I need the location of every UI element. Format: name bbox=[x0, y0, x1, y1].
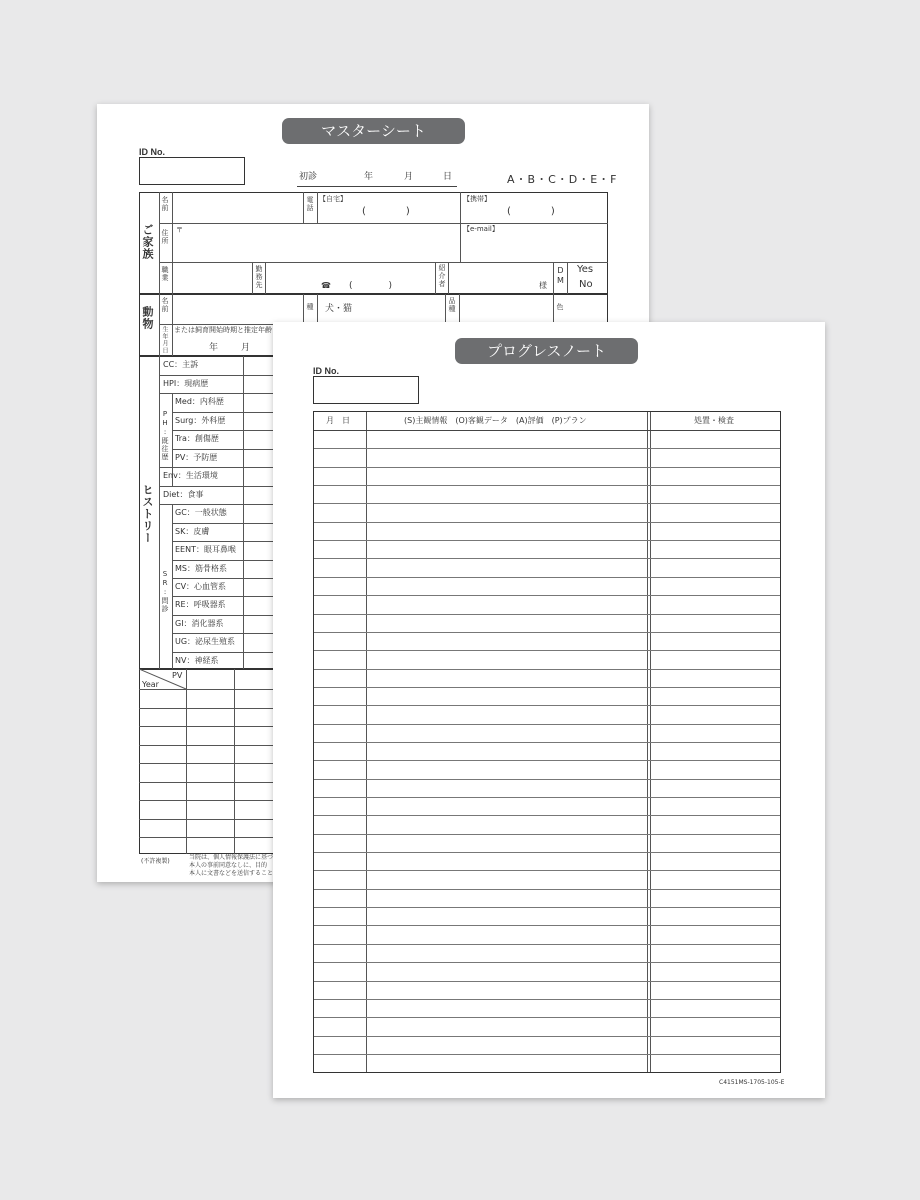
phone-label: 電話 bbox=[306, 196, 314, 212]
no-option[interactable]: No bbox=[579, 279, 593, 290]
progress-row[interactable] bbox=[314, 430, 780, 431]
progress-row[interactable] bbox=[314, 540, 780, 541]
progress-row[interactable] bbox=[314, 852, 780, 853]
privacy-note-3: 本人に文書などを送信すること bbox=[189, 870, 274, 877]
progress-row[interactable] bbox=[314, 944, 780, 945]
tel-icon: ☎ bbox=[321, 281, 331, 290]
privacy-note-1: 当院は、個人情報保護法に基づ bbox=[189, 854, 274, 861]
progress-row[interactable] bbox=[314, 870, 780, 871]
pet-name-label: 名前 bbox=[161, 297, 169, 313]
referrer-label: 紹介者 bbox=[438, 264, 446, 288]
progress-row[interactable] bbox=[314, 742, 780, 743]
email-label: 【e-mail】 bbox=[463, 225, 499, 233]
history-item: NV：神経系 bbox=[175, 656, 219, 665]
history-item: EENT：眼耳鼻喉 bbox=[175, 545, 236, 554]
history-item: Diet：食事 bbox=[163, 490, 204, 499]
home-phone-paren: ( ) bbox=[362, 206, 410, 217]
history-item: PV：予防歴 bbox=[175, 453, 218, 462]
id-field[interactable] bbox=[139, 157, 245, 185]
progress-row[interactable] bbox=[314, 687, 780, 688]
work-phone-paren: ( ) bbox=[349, 281, 393, 291]
form-code: C4151MS-1705-105-E bbox=[719, 1079, 785, 1086]
progress-row[interactable] bbox=[314, 503, 780, 504]
history-item: Env：生活環境 bbox=[163, 471, 218, 480]
year-col-label: Year bbox=[142, 680, 159, 689]
home-phone-label: 【自宅】 bbox=[319, 195, 347, 203]
date-underline bbox=[297, 186, 457, 187]
privacy-note-2: 本人の事前同意なしに、目的 bbox=[189, 862, 268, 869]
progress-row[interactable] bbox=[314, 577, 780, 578]
master-title: マスターシート bbox=[282, 118, 465, 144]
progress-row[interactable] bbox=[314, 1017, 780, 1018]
progress-row[interactable] bbox=[314, 797, 780, 798]
progress-row[interactable] bbox=[314, 760, 780, 761]
family-label: ご家族 bbox=[141, 224, 154, 260]
species-value: 犬・猫 bbox=[325, 304, 353, 314]
progress-row[interactable] bbox=[314, 614, 780, 615]
address-label: 住所 bbox=[161, 229, 169, 245]
progress-row[interactable] bbox=[314, 779, 780, 780]
dm-label: DM bbox=[556, 266, 565, 286]
progress-row[interactable] bbox=[314, 558, 780, 559]
id-label: ID No. bbox=[139, 147, 165, 157]
progress-row[interactable] bbox=[314, 650, 780, 651]
progress-row[interactable] bbox=[314, 962, 780, 963]
progress-row[interactable] bbox=[314, 669, 780, 670]
grade-options: A・B・C・D・E・F bbox=[507, 173, 618, 186]
job-label: 職業 bbox=[161, 266, 169, 282]
workplace-label: 勤務先 bbox=[255, 265, 263, 289]
progress-row[interactable] bbox=[314, 889, 780, 890]
progress-row[interactable] bbox=[314, 981, 780, 982]
progress-id-field[interactable] bbox=[313, 376, 419, 404]
progress-id-label: ID No. bbox=[313, 366, 339, 376]
sr-label: SR:問診 bbox=[161, 570, 169, 613]
history-item: CC：主訴 bbox=[163, 360, 199, 369]
progress-row[interactable] bbox=[314, 595, 780, 596]
ph-label: PH:既往歴 bbox=[161, 410, 169, 461]
progress-title: プログレスノート bbox=[455, 338, 638, 364]
history-item: GI：消化器系 bbox=[175, 619, 224, 628]
history-item: UG：泌尿生殖系 bbox=[175, 637, 236, 646]
col-soap: (S)主観情報 (O)客観データ (A)評価 (P)プラン bbox=[404, 416, 587, 425]
day-label: 日 bbox=[443, 172, 453, 182]
progress-row[interactable] bbox=[314, 815, 780, 816]
history-item: HPI：現病歴 bbox=[163, 379, 209, 388]
dob-label: 生年月日 bbox=[161, 326, 168, 354]
progress-row[interactable] bbox=[314, 467, 780, 468]
mobile-phone-paren: ( ) bbox=[507, 206, 555, 217]
first-visit-label: 初診 bbox=[299, 172, 318, 182]
progress-row[interactable] bbox=[314, 522, 780, 523]
breed-label: 品種 bbox=[448, 297, 456, 313]
history-item: Tra：創傷歴 bbox=[175, 434, 219, 443]
color-label: 色 bbox=[556, 303, 564, 311]
progress-table bbox=[313, 411, 781, 1073]
progress-sheet bbox=[273, 322, 825, 1098]
diagonal-divider bbox=[139, 669, 187, 689]
progress-row[interactable] bbox=[314, 999, 780, 1000]
history-item: Med：内科歴 bbox=[175, 397, 224, 406]
dob-note: または飼育開始時期と推定年齢 bbox=[174, 326, 272, 334]
no-copy-label: (不許複製) bbox=[141, 858, 170, 865]
name-label: 名前 bbox=[161, 196, 169, 212]
year-label: 年 bbox=[364, 172, 374, 182]
progress-row[interactable] bbox=[314, 907, 780, 908]
history-item: MS：筋骨格系 bbox=[175, 564, 227, 573]
history-item: GC：一般状態 bbox=[175, 508, 227, 517]
progress-row[interactable] bbox=[314, 1036, 780, 1037]
mobile-phone-label: 【携帯】 bbox=[463, 195, 491, 203]
progress-row[interactable] bbox=[314, 632, 780, 633]
progress-row[interactable] bbox=[314, 1054, 780, 1055]
sama-label: 様 bbox=[539, 281, 547, 290]
month-label: 月 bbox=[404, 172, 414, 182]
yes-option[interactable]: Yes bbox=[577, 264, 594, 275]
postal-mark: 〒 bbox=[176, 226, 183, 234]
history-item: Surg：外科歴 bbox=[175, 416, 226, 425]
progress-row[interactable] bbox=[314, 925, 780, 926]
col-treatment: 処置・検査 bbox=[694, 416, 734, 425]
history-label: ヒストリー bbox=[141, 484, 154, 544]
history-item: SK：皮膚 bbox=[175, 527, 210, 536]
progress-row[interactable] bbox=[314, 485, 780, 486]
species-label: 種 bbox=[306, 303, 314, 311]
progress-row[interactable] bbox=[314, 724, 780, 725]
history-item: CV：心血管系 bbox=[175, 582, 227, 591]
col-date: 月 日 bbox=[326, 416, 350, 425]
progress-row[interactable] bbox=[314, 834, 780, 835]
dob-month: 月 bbox=[241, 343, 251, 353]
animal-label: 動物 bbox=[141, 306, 154, 330]
progress-row[interactable] bbox=[314, 448, 780, 449]
dob-year: 年 bbox=[209, 343, 219, 353]
pv-label: PV bbox=[172, 671, 183, 680]
history-item: RE：呼吸器系 bbox=[175, 600, 226, 609]
progress-row[interactable] bbox=[314, 705, 780, 706]
